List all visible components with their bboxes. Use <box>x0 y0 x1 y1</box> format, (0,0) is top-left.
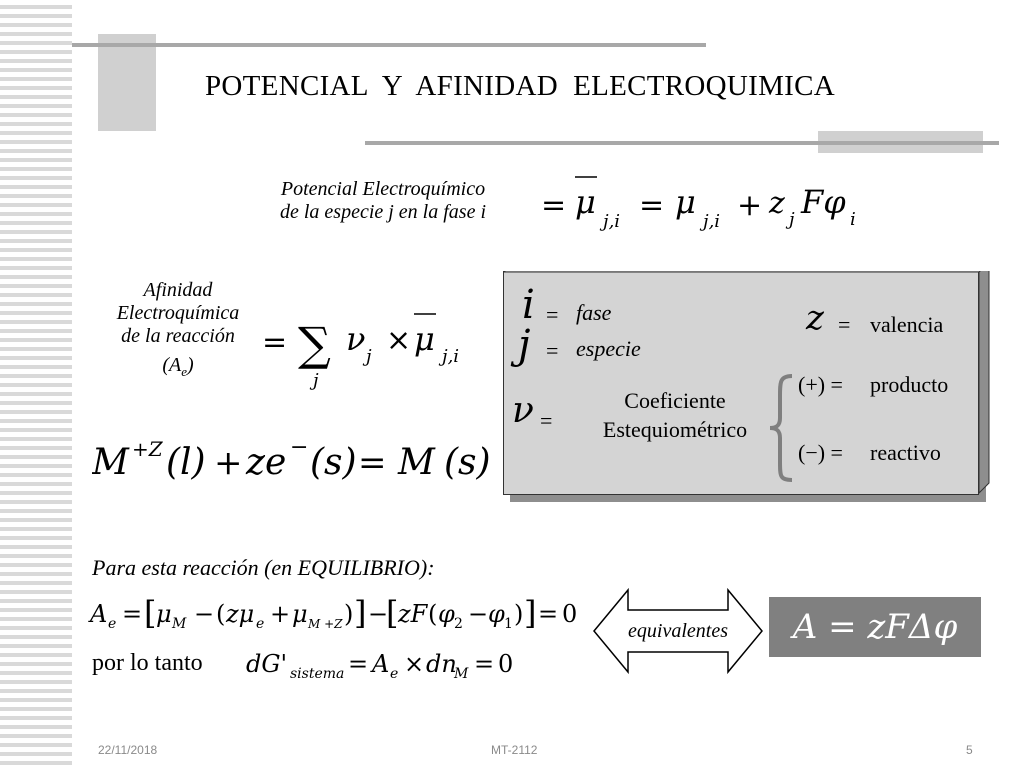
svg-text:=: = <box>538 600 559 628</box>
svg-text:Fφ: Fφ <box>801 183 846 221</box>
top-rule <box>72 43 706 47</box>
box-3d-edges <box>503 271 993 503</box>
svg-text:M: M <box>92 442 129 483</box>
z-equals: = <box>838 312 851 337</box>
svg-text:1: 1 <box>504 616 513 632</box>
svg-text:−: − <box>368 600 389 628</box>
svg-text:=: = <box>348 650 369 678</box>
svg-text:M: M <box>454 666 469 682</box>
minus-sign: (−) = <box>798 440 843 465</box>
svg-text:ze: ze <box>246 442 287 483</box>
z-symbol: z <box>806 298 824 338</box>
afinidad-label <box>88 279 268 383</box>
svg-text:M: M <box>398 442 435 483</box>
svg-text:∑: ∑ <box>298 317 331 371</box>
svg-text:+: + <box>737 188 763 223</box>
coeficiente-line1: Coeficiente <box>624 388 726 413</box>
i-equals: = <box>546 302 559 327</box>
svg-text:]: ] <box>524 594 537 632</box>
nu-equals: = <box>540 408 553 433</box>
svg-text:−: − <box>468 600 489 628</box>
coeficiente-line2: Estequiométrico <box>602 417 748 442</box>
svg-text:0: 0 <box>562 600 578 628</box>
result-formula: A = zFΔφ <box>792 607 958 647</box>
svg-text:j: j <box>789 209 795 230</box>
svg-text:μ: μ <box>575 183 596 221</box>
svg-text:): ) <box>514 600 524 628</box>
potencial-label-line2: de la especie j en la fase i <box>279 201 487 223</box>
producto-label: producto <box>870 372 949 397</box>
i-symbol: i <box>522 282 535 328</box>
svg-text:=: = <box>639 188 665 223</box>
afinidad-label-line1: Afinidad <box>143 279 213 301</box>
slide-title: POTENCIAL Y AFINIDAD ELECTROQUIMICA <box>205 70 836 102</box>
svg-text:A: A <box>372 650 390 678</box>
svg-text:=: = <box>541 188 567 223</box>
z-definition: valencia <box>870 312 944 337</box>
potencial-label-line1: Potencial Electroquímico <box>280 178 486 200</box>
svg-text:(l): (l) <box>166 442 206 483</box>
svg-text:dG': dG' <box>246 650 288 678</box>
svg-text:A: A <box>90 600 108 628</box>
decorative-block-left <box>98 34 156 131</box>
j-definition: especie <box>576 336 641 361</box>
svg-text:]: ] <box>354 594 367 632</box>
svg-text:=: = <box>122 600 143 628</box>
svg-text:μ: μ <box>292 600 308 628</box>
por-lo-tanto: por lo tanto <box>92 650 203 676</box>
svg-text:e: e <box>108 616 117 632</box>
svg-text:0: 0 <box>498 650 514 678</box>
svg-text:dn: dn <box>426 650 457 678</box>
svg-text:): ) <box>344 600 354 628</box>
svg-text:μ: μ <box>156 600 172 628</box>
svg-text:[: [ <box>386 594 399 632</box>
afinidad-label-line2: Electroquímica <box>116 302 240 324</box>
svg-text:j,i: j,i <box>603 211 621 232</box>
svg-text:μ: μ <box>675 183 696 221</box>
bottom-rule <box>365 141 999 145</box>
potencial-equation <box>535 165 875 235</box>
equilibrio-label: Para esta reacción (en EQUILIBRIO): <box>92 555 435 580</box>
svg-text:φ: φ <box>438 600 455 628</box>
equivalentes-label: equivalentes <box>628 620 728 642</box>
svg-text:=: = <box>358 443 387 483</box>
reactivo-label: reactivo <box>870 440 941 465</box>
svg-text:(s): (s) <box>310 442 357 483</box>
footer-date: 22/11/2018 <box>98 743 158 757</box>
affinity-equation <box>88 590 588 638</box>
svg-text:e: e <box>390 666 399 682</box>
svg-text:ν: ν <box>346 320 366 358</box>
gibbs-equation <box>244 642 534 688</box>
afinidad-symbol: $(A_e)$ <box>162 354 194 379</box>
j-symbol: j <box>518 322 531 368</box>
decorative-stripes <box>0 0 72 768</box>
svg-text:2: 2 <box>454 616 463 632</box>
j-equals: = <box>546 338 559 363</box>
svg-text:=: = <box>262 325 288 360</box>
svg-text:M +Z: M +Z <box>308 617 343 631</box>
svg-text:μ: μ <box>414 320 435 358</box>
svg-text:sistema: sistema <box>290 666 345 682</box>
svg-text:e: e <box>256 616 265 632</box>
svg-text:zF: zF <box>398 600 428 628</box>
svg-text:j,i: j,i <box>442 346 460 367</box>
svg-text:(: ( <box>216 600 226 628</box>
svg-text:M: M <box>172 616 187 632</box>
svg-text:j: j <box>366 346 372 367</box>
svg-text:+Z: +Z <box>132 437 163 461</box>
svg-text:(s): (s) <box>444 442 491 483</box>
svg-text:+: + <box>214 443 243 483</box>
svg-text:zμ: zμ <box>226 600 255 628</box>
svg-text:j,i: j,i <box>703 211 721 232</box>
i-definition: fase <box>576 300 612 325</box>
afinidad-equation <box>258 300 483 395</box>
afinidad-label-line3: de la reacción <box>121 325 235 347</box>
reaction-equation <box>92 430 500 492</box>
potencial-label <box>238 178 528 224</box>
svg-text:φ: φ <box>488 600 505 628</box>
svg-text:[: [ <box>144 594 157 632</box>
svg-text:i: i <box>850 209 856 230</box>
svg-text:=: = <box>474 650 495 678</box>
footer-code: MT-2112 <box>491 743 538 757</box>
svg-text:×: × <box>386 323 412 358</box>
svg-text:−: − <box>194 600 215 628</box>
svg-text:×: × <box>404 650 425 678</box>
footer-page-number: 5 <box>966 743 973 757</box>
nu-symbol: ν <box>512 390 534 431</box>
svg-text:(: ( <box>428 600 438 628</box>
svg-text:−: − <box>290 435 309 460</box>
plus-sign: (+) = <box>798 372 843 397</box>
result-panel <box>769 597 981 657</box>
svg-text:z: z <box>769 186 785 221</box>
svg-text:j: j <box>313 370 319 391</box>
svg-text:+: + <box>270 600 291 628</box>
